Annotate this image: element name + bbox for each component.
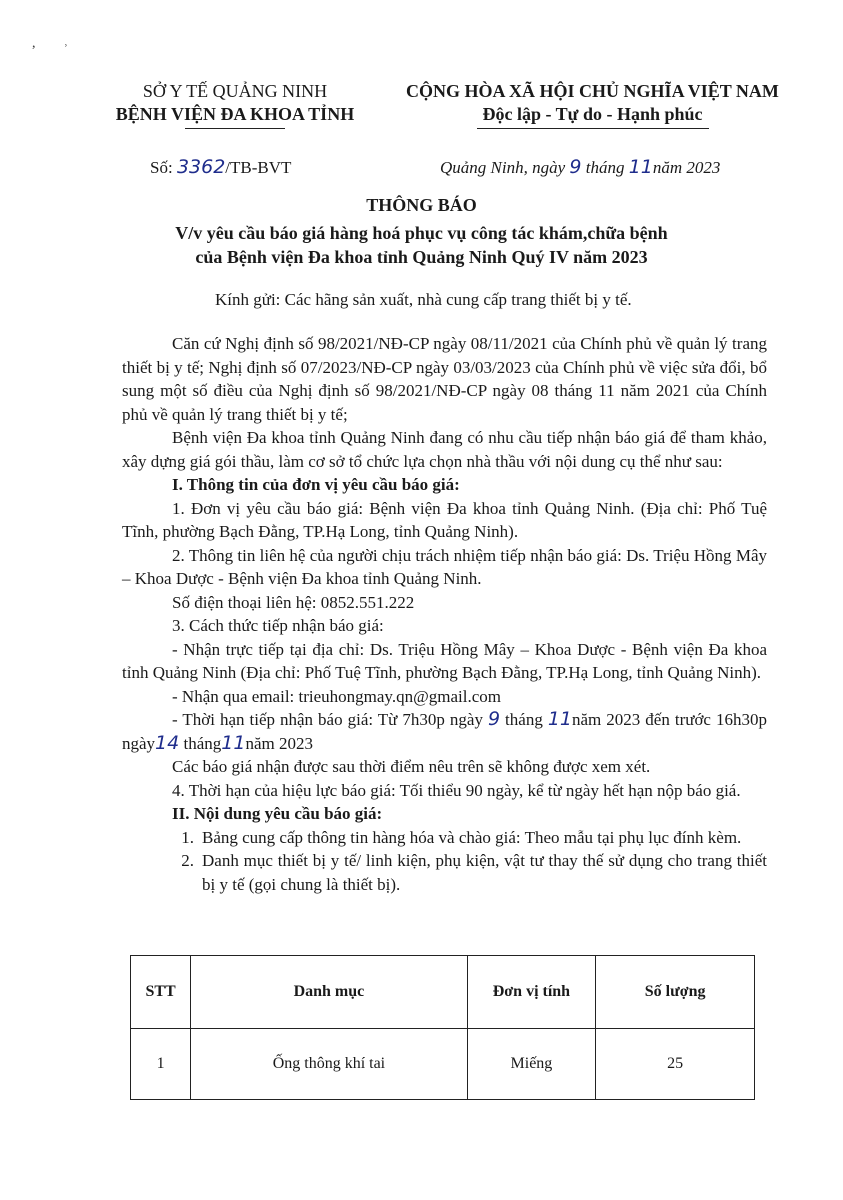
cell-unit: Miếng <box>467 1029 596 1100</box>
motto-underline <box>477 128 709 129</box>
header-item: Danh mục <box>191 956 467 1029</box>
receiving-deadline <box>122 708 767 755</box>
deadline-text-5: năm 2023 <box>245 733 313 753</box>
receiving-method: 3. Cách thức tiếp nhận báo giá: <box>172 616 384 635</box>
doc-number-suffix: /TB-BVT <box>225 158 292 177</box>
deadline-text-2: tháng <box>500 710 548 729</box>
notice-title: THÔNG BÁO <box>366 195 477 215</box>
requester-info: 1. Đơn vị yêu cầu báo giá: Bệnh viện Đa khoa tỉnh Quảng Ninh. (Địa chỉ: Phố Tuệ Tĩnh, phường Bạch Đằng, TP.Hạ Long, tỉnh Quảng Ninh). <box>122 498 767 541</box>
table-row <box>131 1029 755 1100</box>
national-title: CỘNG HÒA XÃ HỘI CHỦ NGHĨA VIỆT NAM <box>406 81 779 101</box>
national-header <box>385 80 800 129</box>
deadline-day-start: 9 <box>487 708 501 730</box>
deadline-month-end: 11 <box>221 731 246 754</box>
issuer-underline <box>185 128 285 129</box>
issuer-header <box>100 80 370 129</box>
contact-phone: Số điện thoại liên hệ: 0852.551.222 <box>172 592 415 612</box>
cell-stt: 1 <box>131 1029 191 1100</box>
document-number <box>150 156 291 178</box>
list-item <box>122 826 767 850</box>
notice-subject-line-1: V/v yêu cầu báo giá hàng hoá phục vụ công tác khám,chữa bệnh <box>175 223 668 243</box>
list-item-number: 1. <box>181 827 194 847</box>
late-note: Các báo giá nhận được sau thời điểm nêu trên sẽ không được xem xét. <box>172 757 651 776</box>
deadline-month-start: 11 <box>547 708 573 730</box>
date-prefix: Quảng Ninh, ngày <box>440 158 570 177</box>
date-mid: tháng <box>581 158 629 177</box>
legal-basis: Căn cứ Nghị định số 98/2021/NĐ-CP ngày 08/11/2021 của Chính phủ về quản lý trang thiết bị y tế; Nghị định số 07/2023/NĐ-CP ngày 03/03/2023 của Chính phủ về việc sửa đổi, bổ sung một số điều của Nghị định số 98/2021/NĐ-CP ngày 08 tháng 11 năm 2021 của Chính phủ về quản lý trang thiết bị y tế; <box>122 334 767 424</box>
doc-number-handwritten: 3362 <box>176 156 226 178</box>
date-month-handwritten: 11 <box>628 156 653 178</box>
list-item-number: 2. <box>181 851 194 870</box>
list-item <box>122 849 767 896</box>
notice-subject-line-2: của Bệnh viện Đa khoa tỉnh Quảng Ninh Quý IV năm 2023 <box>195 247 648 267</box>
header-stt: STT <box>131 956 191 1029</box>
cell-item: Ống thông khí tai <box>191 1029 467 1100</box>
notice-body <box>122 332 767 896</box>
list-item-text: Danh mục thiết bị y tế/ linh kiện, phụ kiện, vật tư thay thế sử dụng cho trang thiết bị y tế (gọi chung là thiết bị). <box>202 851 767 894</box>
quote-validity: 4. Thời hạn của hiệu lực báo giá: Tối thiểu 90 ngày, kể từ ngày hết hạn nộp báo giá. <box>172 780 741 800</box>
greeting: Kính gửi: Các hãng sản xuất, nhà cung cấp trang thiết bị y tế. <box>215 290 632 309</box>
date-day-handwritten: 9 <box>569 156 582 178</box>
contact-info: 2. Thông tin liên hệ của người chịu trách nhiệm tiếp nhận báo giá: Ds. Triệu Hồng Mây – Khoa Dược - Bệnh viện Đa khoa tỉnh Quảng Ninh. <box>122 545 767 588</box>
purpose: Bệnh viện Đa khoa tỉnh Quảng Ninh đang có nhu cầu tiếp nhận báo giá để tham khảo, xây dựng giá gói thầu, làm cơ sở tổ chức lựa chọn nhà thầu với nội dung cụ thể như sau: <box>122 428 767 471</box>
receiving-email: - Nhận qua email: trieuhongmay.qn@gmail.com <box>172 686 501 706</box>
receiving-direct: - Nhận trực tiếp tại địa chỉ: Ds. Triệu Hồng Mây – Khoa Dược - Bệnh viện Đa khoa tỉnh Quảng Ninh (Địa chỉ: Phố Tuệ Tĩnh, phường Bạch Đằng, TP.Hạ Long, tỉnh Quảng Ninh). <box>122 639 767 682</box>
goods-table <box>130 955 755 1100</box>
section-2-heading: II. Nội dung yêu cầu báo giá: <box>172 804 383 823</box>
header-quantity: Số lượng <box>596 956 755 1029</box>
header-unit: Đơn vị tính <box>467 956 596 1029</box>
doc-number-label: Số: <box>150 158 177 177</box>
date-suffix: năm 2023 <box>652 158 721 177</box>
table-header-row <box>131 956 755 1029</box>
cell-quantity: 25 <box>596 1029 755 1100</box>
issuer-name: BỆNH VIỆN ĐA KHOA TỈNH <box>115 104 355 124</box>
deadline-text-4: tháng <box>179 733 222 753</box>
national-motto: Độc lập - Tự do - Hạnh phúc <box>482 104 703 124</box>
scan-marks: ,˒ <box>32 36 97 51</box>
deadline-text-3: năm 2023 đến trước 16h30p ngày <box>122 710 767 753</box>
issuer-parent: SỞ Y TẾ QUẢNG NINH <box>142 81 328 101</box>
requirements-list <box>122 826 767 897</box>
list-item-text: Bảng cung cấp thông tin hàng hóa và chào giá: Theo mẫu tại phụ lục đính kèm. <box>202 827 742 847</box>
deadline-text-1: - Thời hạn tiếp nhận báo giá: Từ 7h30p ngày <box>172 710 488 729</box>
section-1-heading: I. Thông tin của đơn vị yêu cầu báo giá: <box>172 475 460 494</box>
deadline-day-end: 14 <box>155 731 180 754</box>
document-date <box>440 156 720 178</box>
